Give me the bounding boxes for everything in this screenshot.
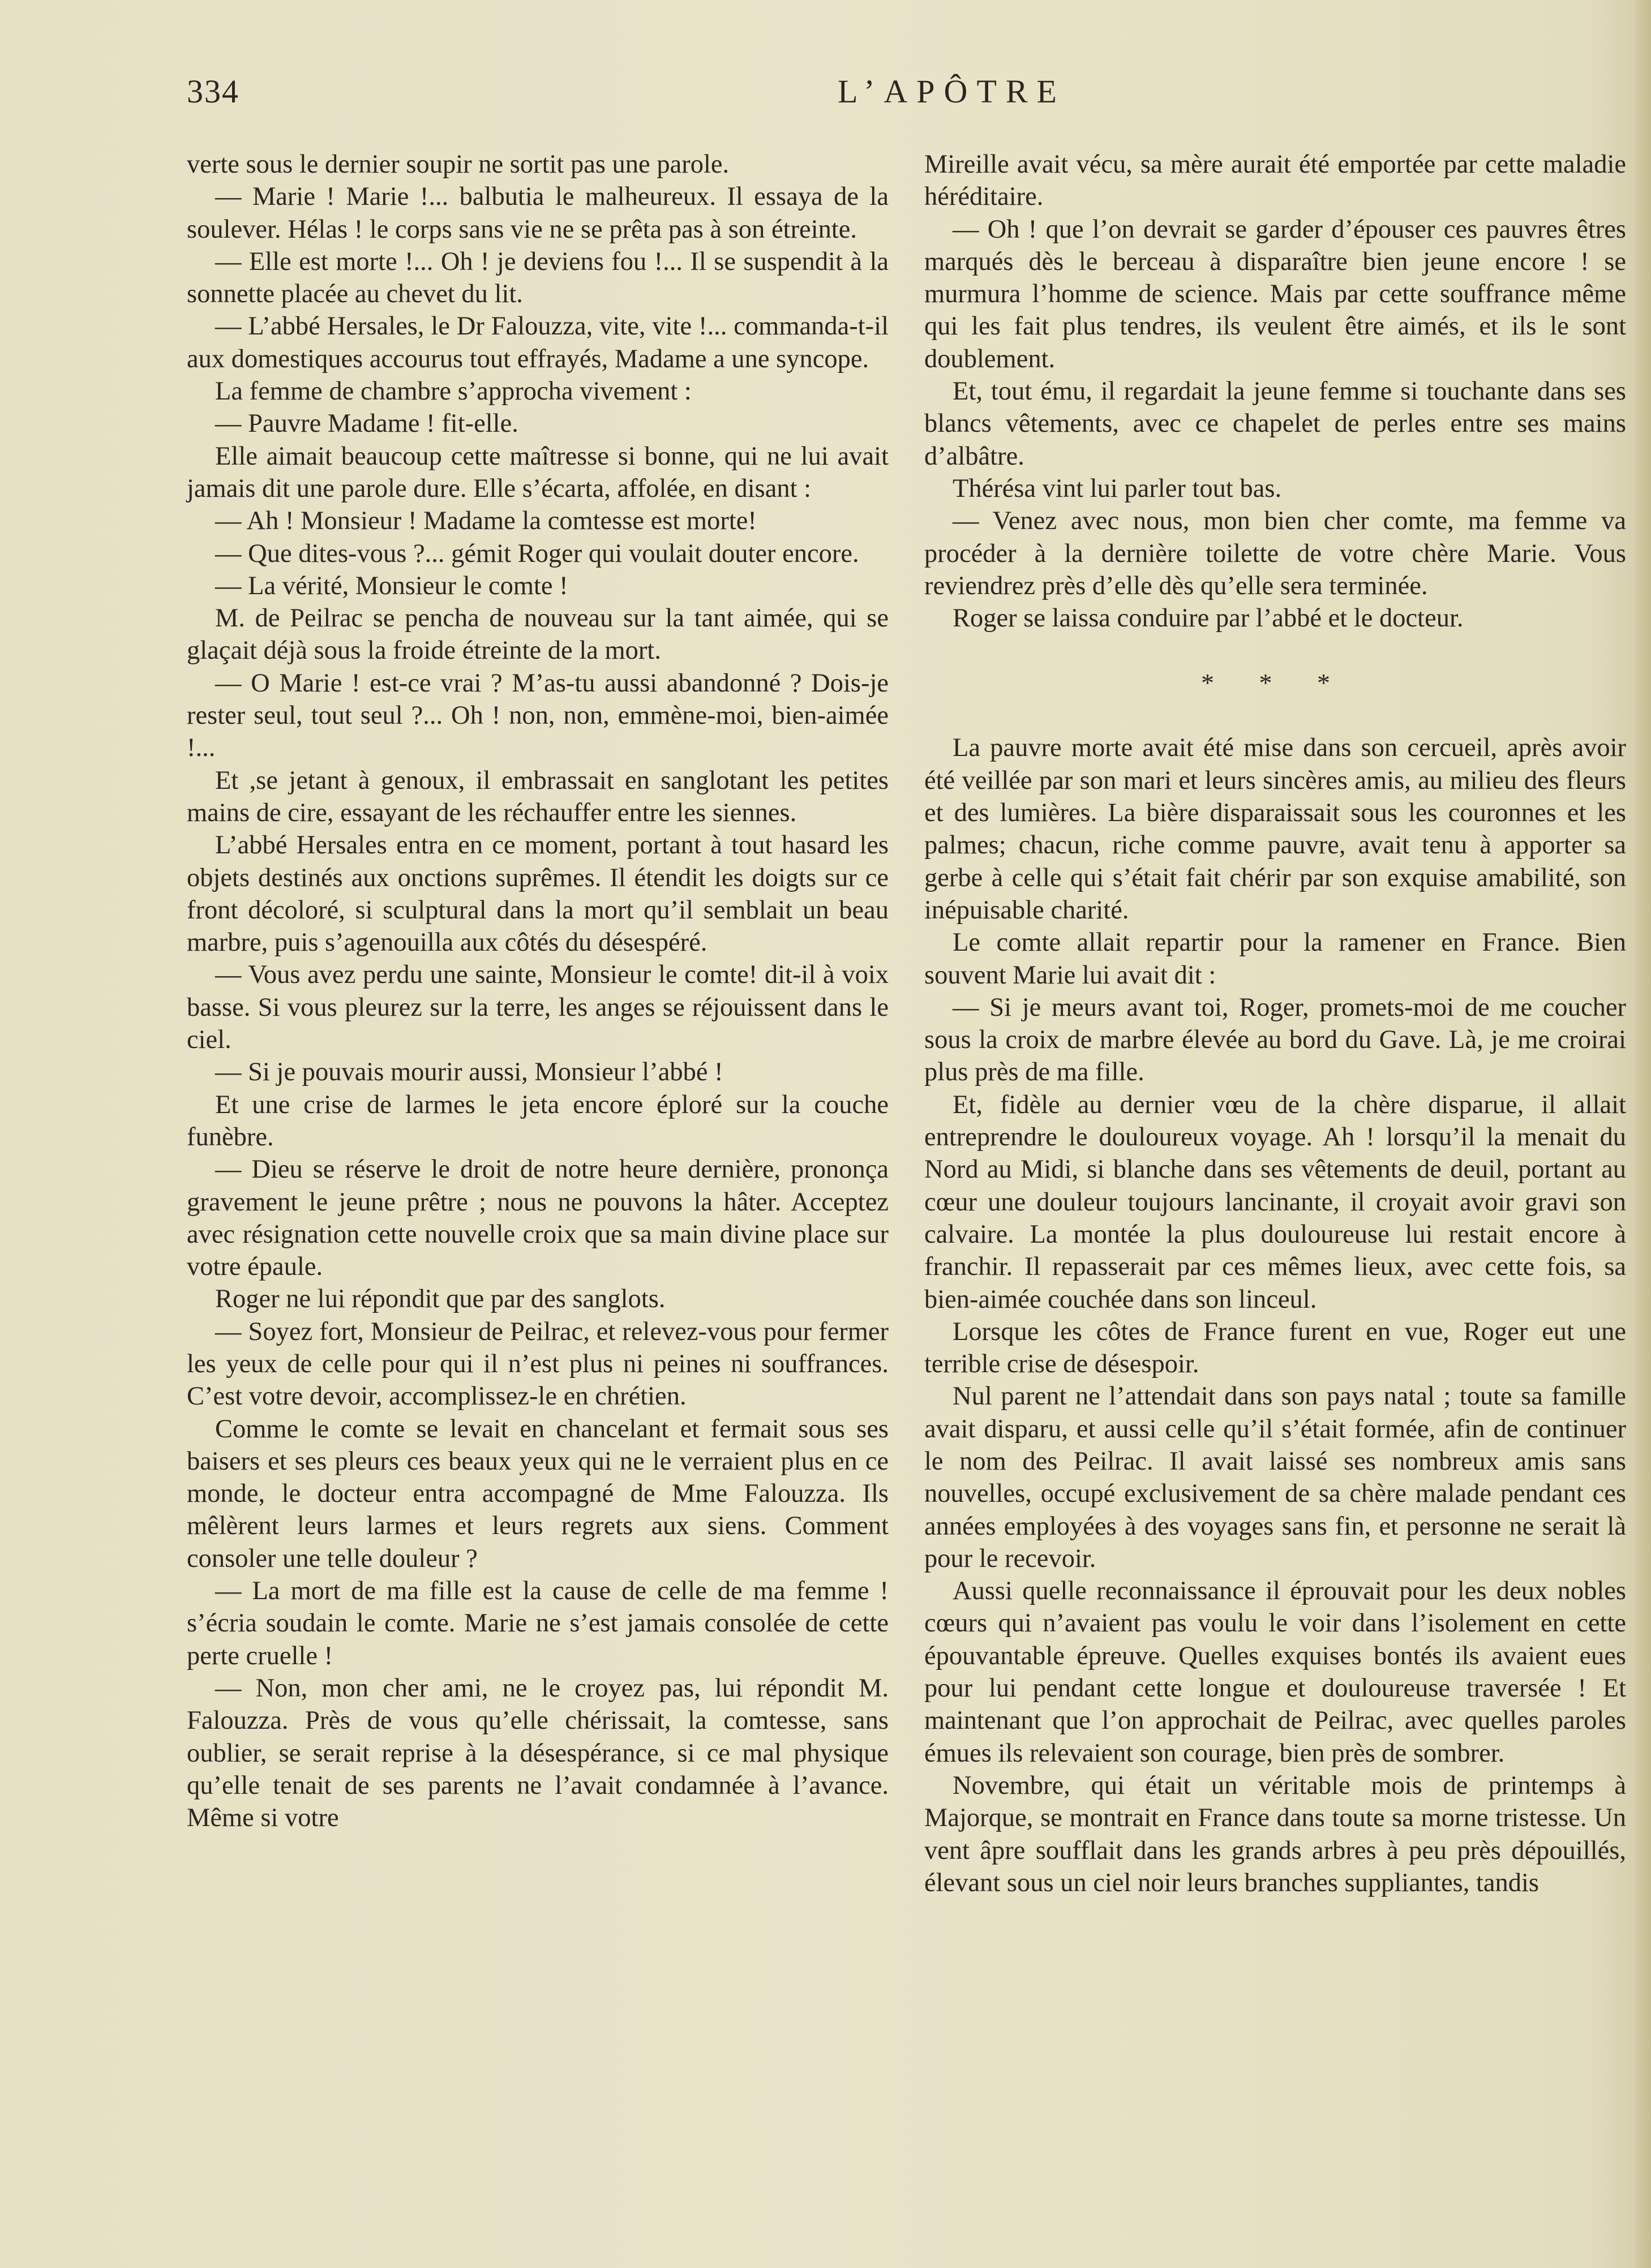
left-column	[187, 148, 889, 1834]
paragraph: M. de Peilrac se pencha de nouveau sur la tant aimée, qui se glaçait déjà sous la froide étreinte de la mort.	[187, 604, 889, 665]
paragraph: — Soyez fort, Monsieur de Peilrac, et relevez-vous pour fermer les yeux de celle pour qui il n’est plus ni peines ni souffrances. C’est votre devoir, accomplissez-le en chrétien.	[187, 1317, 889, 1411]
paragraph: Thérésa vint lui parler tout bas.	[953, 474, 1282, 503]
paragraph: Et, fidèle au dernier vœu de la chère disparue, il allait entreprendre le douloureux voyage. Ah ! lorsqu’il la menait du Nord au Midi, si blanche dans ses vêtements de deuil, portant au cœur une douleur toujours lancinante, il croyait avoir gravi son calvaire. La montée la plus douloureuse lui restait encore à franchir. Il repasserait par ces mêmes lieux, avec cette fois, sa bien-aimée couchée dans son linceul.	[924, 1090, 1626, 1314]
paragraph: — Pauvre Madame ! fit-elle.	[215, 409, 518, 439]
paragraph: — Dieu se réserve le droit de notre heure dernière, prononça gravement le jeune prêtre ; nous ne pouvons la hâter. Acceptez avec résignation cette nouvelle croix que sa main divine place sur votre épaule.	[187, 1155, 889, 1282]
page-edge	[1635, 0, 1651, 2268]
section-separator: * * *	[1201, 668, 1349, 698]
paragraph: — Venez avec nous, mon bien cher comte, ma femme va procéder à la dernière toilette de votre chère Marie. Vous reviendrez près d’elle dès qu’elle sera terminée.	[924, 506, 1626, 600]
paragraph: — Oh ! que l’on devrait se garder d’épouser ces pauvres êtres marqués dès le berceau à disparaître bien jeune encore ! se murmura l’homme de science. Mais par cette souffrance même qui les fait plus tendres, ils veulent être aimés, et ils le sont doublement.	[924, 214, 1626, 373]
paragraph: Novembre, qui était un véritable mois de printemps à Majorque, se montrait en France dans toute sa morne tristesse. Un vent âpre soufflait dans les grands arbres à peu près dépouillés, élevant sous un ciel noir leurs branches suppliantes, tandis	[924, 1771, 1626, 1897]
paragraph: — L’abbé Hersales, le Dr Falouzza, vite, vite !... commanda-t-il aux domestiques accourus tout effrayés, Madame a une syncope.	[187, 312, 889, 373]
paragraph: Roger ne lui répondit que par des sanglots.	[215, 1285, 666, 1314]
paragraph: Elle aimait beaucoup cette maîtresse si bonne, qui ne lui avait jamais dit une parole dure. Elle s’écarta, affolée, en disant :	[187, 441, 889, 503]
paragraph: Aussi quelle reconnaissance il éprouvait pour les deux nobles cœurs qui n’avaient pas voulu le voir dans l’isolement en cette épouvantable épreuve. Quelles exquises bontés ils avaient eues pour lui pendant cette longue et douloureuse traversée ! Et maintenant que l’on approchait de Peilrac, avec quelles paroles émues ils relevaient son courage, bien près de sombrer.	[924, 1577, 1626, 1768]
paragraph: La femme de chambre s’approcha vivement :	[215, 377, 692, 406]
paragraph: — Non, mon cher ami, ne le croyez pas, lui répondit M. Falouzza. Près de vous qu’elle chérissait, la comtesse, sans oublier, se serait reprise à la désespérance, si ce mal physique qu’elle tenait de ses parents ne l’avait condamnée à l’avance. Même si votre	[187, 1673, 889, 1833]
paragraph: La pauvre morte avait été mise dans son cercueil, après avoir été veillée par son mari et leurs sincères amis, au milieu des fleurs et des lumières. La bière disparaissait sous les couronnes et les palmes; chacun, riche comme pauvre, avait tenu à apporter sa gerbe à celle qui s’était fait chérir par son exquise amabilité, son inépuisable charité.	[924, 733, 1626, 925]
paragraph: — Elle est morte !... Oh ! je deviens fou !... Il se suspendit à la sonnette placée au chevet du lit.	[187, 247, 889, 309]
paragraph: Mireille avait vécu, sa mère aurait été emportée par cette maladie héréditaire.	[924, 150, 1626, 212]
paragraph: — La mort de ma fille est la cause de celle de ma femme ! s’écria soudain le comte. Marie ne s’est jamais consolée de cette perte cruelle !	[187, 1577, 889, 1670]
paragraph: Et ,se jetant à genoux, il embrassait en sanglotant les petites mains de cire, essayant de les réchauffer entre les siennes.	[187, 766, 889, 827]
paragraph: — Ah ! Monsieur ! Madame la comtesse est morte!	[215, 506, 757, 536]
paragraph: Comme le comte se levait en chancelant et fermait sous ses baisers et ses pleurs ces beaux yeux qui ne le verraient plus en ce monde, le docteur entra accompagné de Mme Falouzza. Ils mêlèrent leurs larmes et leurs regrets aux siens. Comment consoler une telle douleur ?	[187, 1414, 889, 1573]
paragraph: Et, tout ému, il regardait la jeune femme si touchante dans ses blancs vêtements, avec ce chapelet de perles entre ses mains d’albâtre.	[924, 377, 1626, 471]
running-title: L’APÔTRE	[838, 73, 1066, 110]
paragraph: — Que dites-vous ?... gémit Roger qui voulait douter encore.	[215, 539, 859, 568]
paragraph: — Si je pouvais mourir aussi, Monsieur l’abbé !	[215, 1058, 723, 1087]
paragraph: Et une crise de larmes le jeta encore éploré sur la couche funèbre.	[187, 1090, 889, 1152]
paragraph: — La vérité, Monsieur le comte !	[215, 571, 568, 600]
paragraph: — O Marie ! est-ce vrai ? M’as-tu aussi abandonné ? Dois-je rester seul, tout seul ?... Oh ! non, non, emmène-moi, bien-aimée !...	[187, 668, 889, 763]
paragraph: Lorsque les côtes de France furent en vue, Roger eut une terrible crise de désespoir.	[924, 1317, 1626, 1379]
paragraph: Roger se laissa conduire par l’abbé et le docteur.	[953, 604, 1464, 633]
paragraph: L’abbé Hersales entra en ce moment, portant à tout hasard les objets destinés aux onctions suprêmes. Il étendit les doigts sur ce front décoloré, si sculptural dans la mort qu’il semblait un beau marbre, puis s’agenouilla aux côtés du désespéré.	[187, 831, 889, 957]
paragraph: Nul parent ne l’attendait dans son pays natal ; toute sa famille avait disparu, et aussi celle qu’il s’était formée, afin de continuer le nom des Peilrac. Il avait laissé ses nombreux amis sans nouvelles, occupé exclusivement de sa chère malade pendant ces années employées à des voyages sans fin, et personne ne serait là pour le recevoir.	[924, 1382, 1626, 1573]
page-number: 334	[187, 73, 239, 110]
paragraph: verte sous le dernier soupir ne sortit pas une parole.	[187, 150, 730, 179]
paragraph: Le comte allait repartir pour la ramener en France. Bien souvent Marie lui avait dit :	[924, 928, 1626, 990]
paragraph: — Vous avez perdu une sainte, Monsieur le comte! dit-il à voix basse. Si vous pleurez sur la terre, les anges se réjouissent dans le ciel.	[187, 960, 889, 1055]
paragraph: — Marie ! Marie !... balbutia le malheureux. Il essaya de la soulever. Hélas ! le corps sans vie ne se prêta pas à son étreinte.	[187, 182, 889, 244]
right-column	[924, 148, 1626, 1899]
paragraph: — Si je meurs avant toi, Roger, promets-moi de me coucher sous la croix de marbre élevée au bord du Gave. Là, je me croirai plus près de ma fille.	[924, 993, 1626, 1087]
